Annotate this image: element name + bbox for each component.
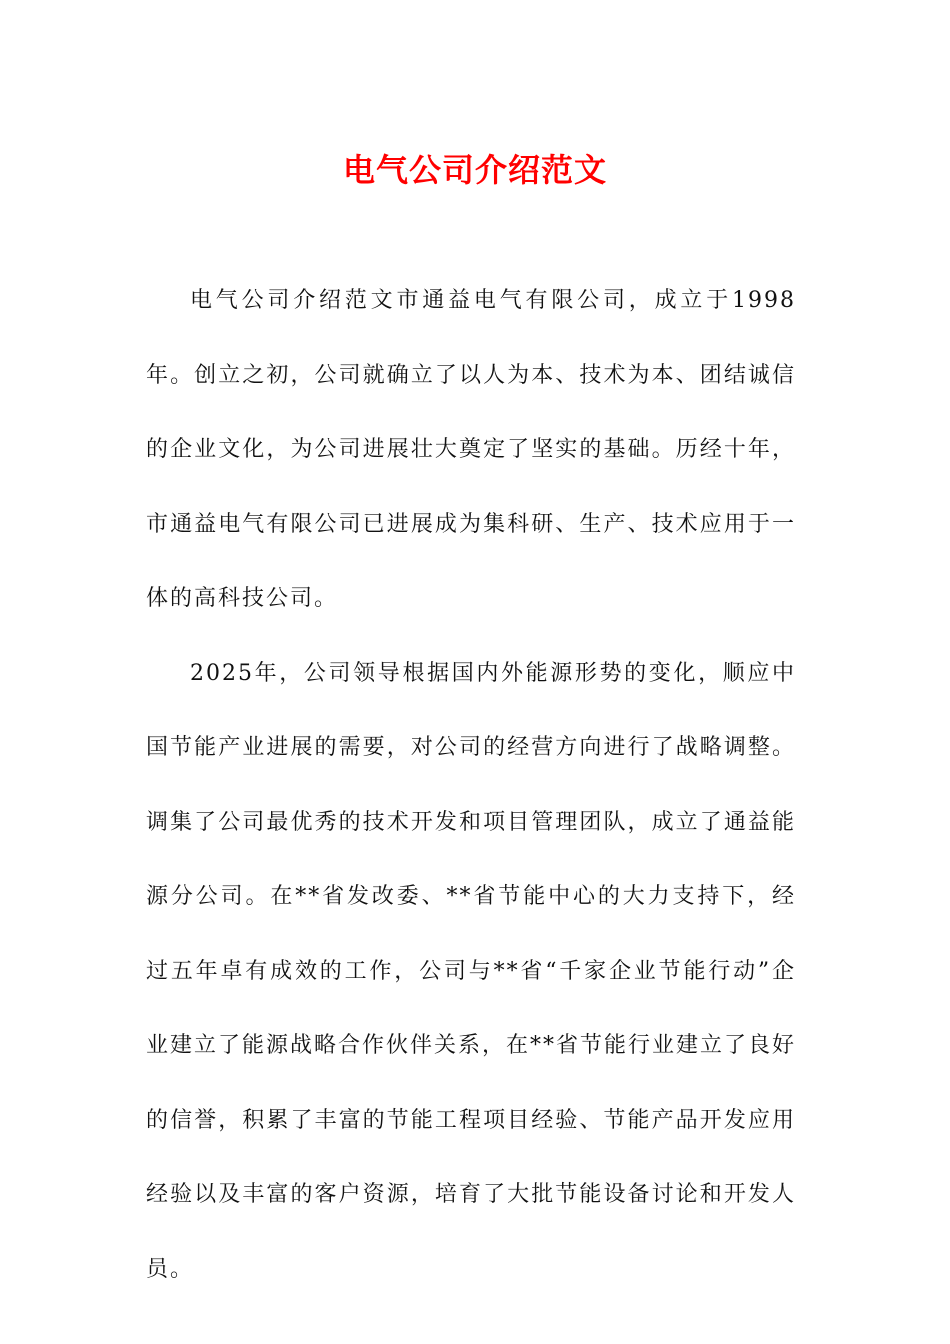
- document-title: 电气公司介绍范文: [342, 151, 607, 189]
- document-body: [146, 264, 796, 1307]
- paragraph-company-history: 电气公司介绍范文市通益电气有限公司，成立于1998年。创立之初，公司就确立了以人为本、技术为本、团结诚信的企业文化，为公司进展壮大奠定了坚实的基础。历经十年，市通益电气有限公司已进展成为集科研、生产、技术应用于一体的高科技公司。: [146, 288, 796, 611]
- paragraph-strategy: 2025年，公司领导根据国内外能源形势的变化，顺应中国节能产业进展的需要，对公司的经营方向进行了战略调整。调集了公司最优秀的技术开发和项目管理团队，成立了通益能源分公司。在**省发改委、**省节能中心的大力支持下，经过五年卓有成效的工作，公司与**省“千家企业节能行动”企业建立了能源战略合作伙伴关系，在**省节能行业建立了良好的信誉，积累了丰富的节能工程项目经验、节能产品开发应用经验以及丰富的客户资源，培育了大批节能设备讨论和开发人员。: [146, 660, 797, 1282]
